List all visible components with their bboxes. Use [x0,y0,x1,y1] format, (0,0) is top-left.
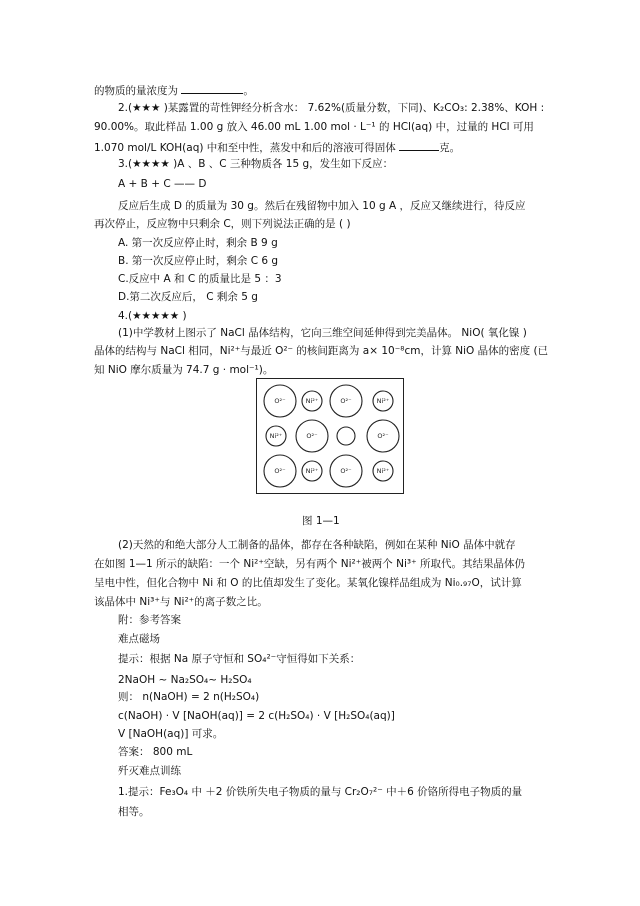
figure-caption: 图 1—1 [302,515,340,527]
line-text: 克。 [439,142,461,154]
line-text: 。 [243,85,254,97]
text-line: 在如图 1—1 所示的缺陷：一个 Ni²⁺空缺，另有两个 Ni²⁺被两个 Ni³⁺ 所取代。其结果晶体仍 [94,558,525,570]
ni-label: Ni²⁺ [376,467,390,475]
text-line [94,84,254,97]
answer-blank [399,141,439,151]
text-line: (2)天然的和绝大部分人工制备的晶体，都存在各种缺陷，例如在某种 NiO 晶体中就存 [118,539,516,551]
text-line: 90.00%。取此样品 1.00 g 放入 46.00 mL 1.00 mol · L⁻¹ 的 HCl(aq) 中，过量的 HCl 可用 [94,121,534,133]
text-line: 呈电中性，但化合物中 Ni 和 O 的比值却发生了变化。某氧化镍样品组成为 Ni₀.₉₇O，试计算 [94,577,522,589]
ni-label: Ni²⁺ [269,432,283,440]
o-label: O²⁻ [340,467,352,475]
section-heading: 歼灭难点训练 [118,765,181,777]
line-text: 的物质的量浓度为 [94,85,178,97]
line-text: 1.070 mol/L KOH(aq) 中和至中性，蒸发中和后的溶液可得固体 [94,142,396,154]
option-b: B. 第一次反应停止时，剩余 C 6 g [118,255,279,267]
o-label: O²⁻ [274,467,286,475]
equation-line: 则： n(NaOH) = 2 n(H₂SO₄) [118,691,260,703]
ni-label: Ni²⁺ [305,397,319,405]
text-line: 该晶体中 Ni³⁺与 Ni²⁺的离子数之比。 [94,596,268,608]
section-heading: 难点磁场 [118,633,160,645]
o-label: O²⁻ [340,397,352,405]
text-line: (1)中学教材上图示了 NaCl 晶体结构，它向三维空间延伸得到完美晶体。 NiO( 氧化镍 ) [118,327,527,339]
option-d: D.第二次反应后， C 剩余 5 g [118,291,258,303]
o-label: O²⁻ [377,432,389,440]
question-3: 3.(★★★★ )A 、B 、C 三种物质各 15 g，发生如下反应： [118,158,394,170]
equation-line: c(NaOH) · V [NaOH(aq)] = 2 c(H₂SO₄) · V [H₂SO₄(aq)] [118,710,395,722]
question-2: 2.(★★★ )某露置的苛性钾经分析含水： 7.62%(质量分数，下同)、K₂CO₃: 2.38%、KOH : [118,102,545,114]
answers-heading: 附：参考答案 [118,614,181,626]
text-line: V [NaOH(aq)] 可求。 [118,728,224,740]
answer-blank [181,84,243,94]
text-line: 相等。 [118,806,150,818]
ni-vacancy [337,427,355,445]
text-line: 晶体的结构与 NaCl 相同，Ni²⁺与最近 O²⁻ 的核间距离为 a× 10⁻⁸cm，计算 NiO 晶体的密度 (已 [94,345,549,357]
text-line: 知 NiO 摩尔质量为 74.7 g · mol⁻¹)。 [94,364,274,376]
answer-line: 答案： 800 mL [118,746,193,758]
text-line: 反应后生成 D 的质量为 30 g。然后在残留物中加入 10 g A ，反应又继续进行，待反应 [118,200,526,212]
crystal-svg [257,379,403,492]
o-label: O²⁻ [306,432,318,440]
crystal-defect-figure [256,378,404,494]
ni-label: Ni²⁺ [305,467,319,475]
ni-label: Ni²⁺ [376,397,390,405]
option-a: A. 第一次反应停止时，剩余 B 9 g [118,237,278,249]
text-line: 提示：根据 Na 原子守恒和 SO₄²⁻守恒得如下关系： [118,653,361,665]
question-4: 4.(★★★★★ ) [118,310,187,322]
reaction-equation: A + B + C —— D [118,178,207,190]
text-line [94,141,460,154]
text-line: 再次停止，反应物中只剩余 C，则下列说法正确的是 ( ) [94,218,351,230]
equation-line: 2NaOH ~ Na₂SO₄~ H₂SO₄ [118,674,252,686]
option-c: C.反应中 A 和 C 的质量比是 5 ：3 [118,273,282,285]
o-label: O²⁻ [274,397,286,405]
text-line: 1.提示：Fe₃O₄ 中 ＋2 价铁所失电子物质的量与 Cr₂O₇²⁻ 中＋6 价铬所得电子物质的量 [118,786,523,798]
